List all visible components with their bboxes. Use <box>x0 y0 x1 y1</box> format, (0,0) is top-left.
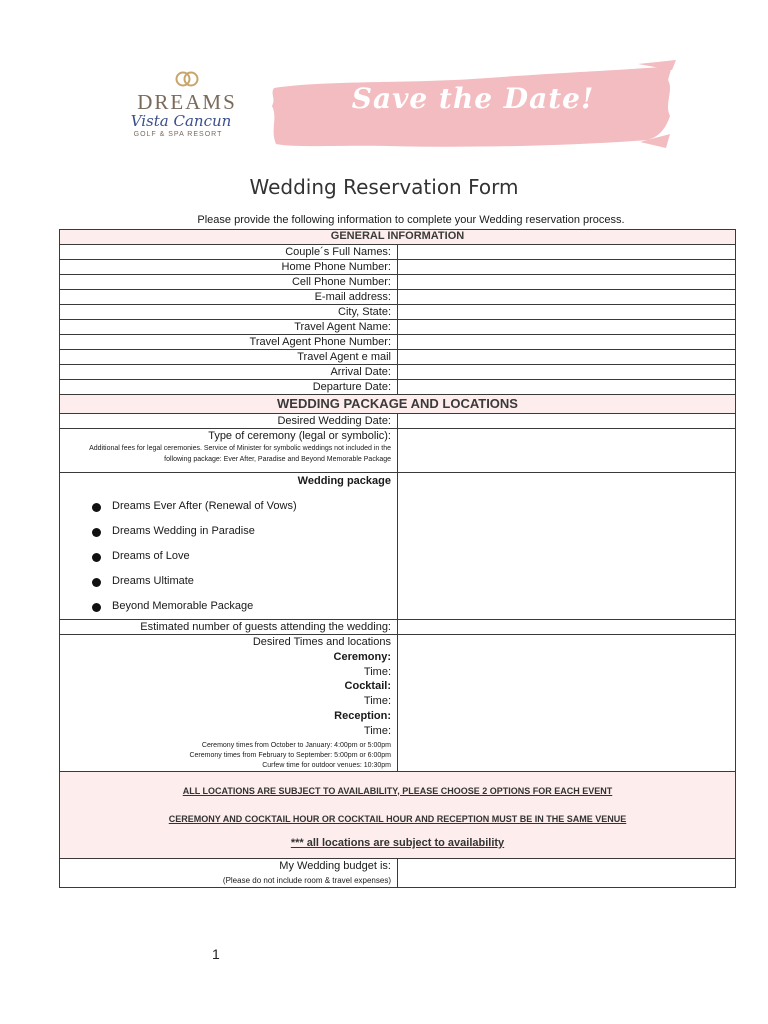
form-row <box>60 380 736 395</box>
package-option[interactable] <box>66 519 391 544</box>
form-row <box>60 245 736 260</box>
form-row <box>60 858 736 887</box>
bullet-icon <box>92 503 101 512</box>
package-label: Beyond Memorable Package <box>112 600 254 612</box>
city-state-input[interactable] <box>398 305 736 320</box>
package-label: Dreams of Love <box>112 550 190 562</box>
field-label: Travel Agent Name: <box>60 320 398 335</box>
package-title: Wedding package <box>297 475 391 487</box>
email-input[interactable] <box>398 290 736 305</box>
budget-note: (Please do not include room & travel expenses) <box>222 875 391 885</box>
form-row <box>60 275 736 290</box>
reservation-form-table <box>59 229 736 888</box>
intro-text: Please provide the following information to complete your Wedding reservation process. <box>197 214 625 226</box>
field-label: Departure Date: <box>60 380 398 395</box>
field-label: Travel Agent e mail <box>60 350 398 365</box>
arrival-date-input[interactable] <box>398 365 736 380</box>
departure-date-input[interactable] <box>398 380 736 395</box>
section-general-information: GENERAL INFORMATION <box>60 230 736 245</box>
package-option[interactable] <box>66 594 391 619</box>
cocktail-time-label: Time: <box>363 695 391 708</box>
travel-agent-name-input[interactable] <box>398 320 736 335</box>
form-row <box>60 620 736 635</box>
wedding-package-input[interactable] <box>398 473 736 620</box>
field-label: Estimated number of guests attending the wedding: <box>60 620 398 635</box>
package-cell <box>60 473 398 620</box>
ceremony-time-label: Time: <box>363 665 391 678</box>
field-label: Cell Phone Number: <box>60 275 398 290</box>
form-row <box>60 365 736 380</box>
package-option[interactable] <box>66 569 391 594</box>
form-row <box>60 473 736 620</box>
couple-names-input[interactable] <box>398 245 736 260</box>
bullet-icon <box>92 578 101 587</box>
ceremony-label: Ceremony: <box>333 650 391 663</box>
times-locations-input[interactable] <box>398 635 736 772</box>
travel-agent-phone-input[interactable] <box>398 335 736 350</box>
field-label: Type of ceremony (legal or symbolic): <box>208 430 391 442</box>
form-row <box>60 305 736 320</box>
package-list <box>66 494 391 619</box>
form-row <box>60 260 736 275</box>
form-row <box>60 350 736 365</box>
cocktail-label: Cocktail: <box>344 680 391 693</box>
availability-notice <box>60 771 736 858</box>
banner-text: Save the Date! <box>351 82 595 115</box>
times-cell <box>60 635 398 772</box>
ceremony-type-cell <box>60 429 398 473</box>
field-label: City, State: <box>60 305 398 320</box>
logo-subtitle: GOLF & SPA RESORT <box>133 131 223 138</box>
times-note: Curfew time for outdoor venues: 10:30pm <box>262 761 391 769</box>
budget-input[interactable] <box>398 858 736 887</box>
form-row <box>60 635 736 772</box>
field-label: Travel Agent Phone Number: <box>60 335 398 350</box>
times-note: Ceremony times from February to September: 5:00pm or 6:00pm <box>189 751 391 759</box>
notice-text: ALL LOCATIONS ARE SUBJECT TO AVAILABILITY, PLEASE CHOOSE 2 OPTIONS FOR EACH EVENT <box>182 785 613 796</box>
field-label: E-mail address: <box>60 290 398 305</box>
reception-label: Reception: <box>334 709 391 722</box>
page-number: 1 <box>212 946 220 962</box>
home-phone-input[interactable] <box>398 260 736 275</box>
times-note: Ceremony times from October to January: 4:00pm or 5:00pm <box>201 741 391 749</box>
package-label: Dreams Wedding in Paradise <box>112 525 255 537</box>
bullet-icon <box>92 528 101 537</box>
budget-cell <box>60 858 398 887</box>
form-row <box>60 320 736 335</box>
bullet-icon <box>92 603 101 612</box>
logo-brand: DREAMS <box>137 90 237 114</box>
form-row <box>60 414 736 429</box>
section-wedding-package: WEDDING PACKAGE AND LOCATIONS <box>60 395 736 414</box>
times-header: Desired Times and locations <box>252 636 391 648</box>
package-label: Dreams Ever After (Renewal of Vows) <box>112 500 297 512</box>
reception-time-label: Time: <box>363 724 391 737</box>
field-label: Desired Wedding Date: <box>60 414 398 429</box>
ceremony-note: Additional fees for legal ceremonies. Service of Minister for symbolic weddings not included in the following package: Ever After, Paradise and Beyond Memorable Package <box>89 445 391 463</box>
budget-label: My Wedding budget is: <box>279 859 391 872</box>
package-option[interactable] <box>66 544 391 569</box>
form-row <box>60 429 736 473</box>
wedding-date-input[interactable] <box>398 414 736 429</box>
guest-count-input[interactable] <box>398 620 736 635</box>
field-label: Couple´s Full Names: <box>60 245 398 260</box>
resort-logo <box>122 68 252 142</box>
form-row <box>60 335 736 350</box>
rings-icon <box>172 68 202 88</box>
travel-agent-email-input[interactable] <box>398 350 736 365</box>
package-option[interactable] <box>66 494 391 519</box>
form-row <box>60 290 736 305</box>
field-label: Home Phone Number: <box>60 260 398 275</box>
notice-text: *** all locations are subject to availability <box>290 836 505 849</box>
field-label: Arrival Date: <box>60 365 398 380</box>
logo-script: Vista Cancun <box>130 112 232 130</box>
notice-text: CEREMONY AND COCKTAIL HOUR OR COCKTAIL HOUR AND RECEPTION MUST BE IN THE SAME VENUE <box>168 813 627 824</box>
bullet-icon <box>92 553 101 562</box>
form-title: Wedding Reservation Form <box>249 175 519 199</box>
package-label: Dreams Ultimate <box>112 575 194 587</box>
ceremony-type-input[interactable] <box>398 429 736 473</box>
cell-phone-input[interactable] <box>398 275 736 290</box>
